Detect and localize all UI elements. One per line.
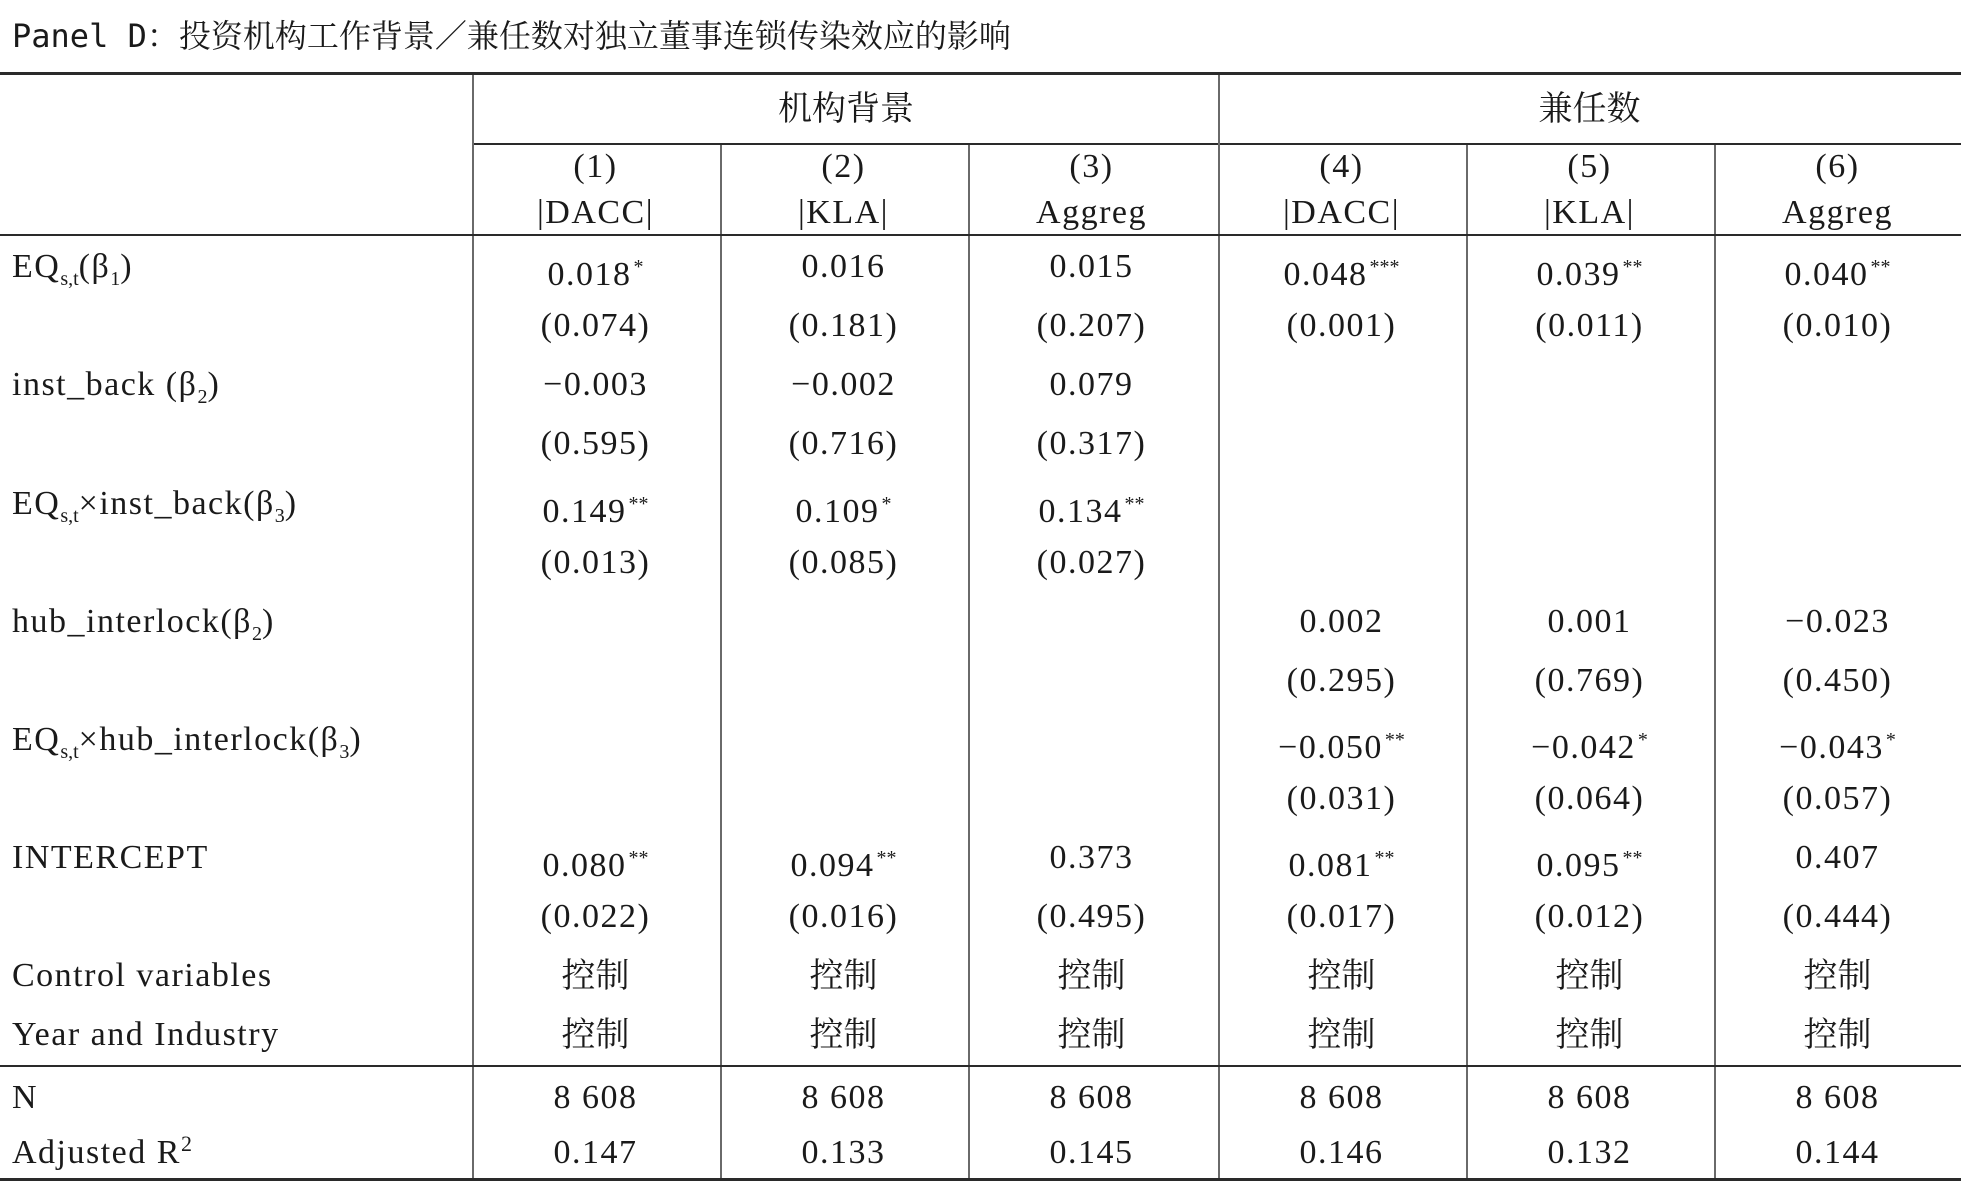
table-cell [1218, 1069, 1465, 1127]
table-cell [1218, 1124, 1465, 1182]
row-label-part: s,t [60, 505, 79, 527]
cell-value: 0.109 [795, 493, 880, 530]
cell-value: 8 608 [553, 1079, 638, 1116]
column-number: (5) [1567, 148, 1612, 185]
table-cell [472, 888, 719, 946]
table-cell [1714, 1069, 1961, 1127]
table-cell [1466, 947, 1713, 1005]
table-cell [968, 829, 1215, 887]
cell-value: 0.081 [1288, 847, 1373, 884]
cell-value: 8 608 [1547, 1079, 1632, 1116]
table-cell [1466, 1124, 1713, 1182]
row-label-part: s,t [60, 268, 79, 290]
significance-stars: ** [628, 847, 649, 869]
cell-value: (0.031) [1286, 780, 1397, 817]
table-cell [1466, 829, 1713, 887]
group-header-institution-background: 机构背景 [778, 89, 914, 129]
cell-value: 控制 [1057, 1015, 1126, 1055]
cell-value: 0.018 [547, 256, 632, 293]
table-cell [472, 1006, 719, 1064]
row-label-inst_back [12, 356, 472, 414]
row-label-part: EQ [12, 485, 61, 522]
column-dependent-variable: Aggreg [1036, 194, 1147, 231]
cell-value: 8 608 [1795, 1079, 1880, 1116]
table-cell [720, 297, 967, 355]
cell-value: (0.595) [540, 425, 651, 462]
row-label-part: EQ [12, 721, 61, 758]
table-cell [472, 711, 719, 769]
row-label-eq_hub [12, 711, 472, 769]
row-label-eq [12, 238, 472, 296]
cell-value: −0.023 [1785, 603, 1890, 640]
cell-value: (0.181) [788, 307, 899, 344]
cell-value: 0.132 [1547, 1134, 1632, 1171]
table-cell [1218, 888, 1465, 946]
table-cell [968, 297, 1215, 355]
row-label-part: 2 [180, 1131, 194, 1156]
table-cell [472, 593, 719, 651]
cell-value: −0.042 [1531, 729, 1636, 766]
table-cell [720, 770, 967, 828]
row-label-part: 3 [339, 741, 350, 763]
header-rule [0, 234, 1961, 236]
table-cell [1714, 888, 1961, 946]
table-cell [720, 238, 967, 296]
table-cell [1714, 356, 1961, 414]
significance-stars: ** [1622, 847, 1643, 869]
table-cell [1218, 415, 1465, 473]
table-cell [1714, 415, 1961, 473]
cell-value: 8 608 [1299, 1079, 1384, 1116]
table-cell [1218, 829, 1465, 887]
table-cell [1218, 652, 1465, 710]
cell-value: 0.048 [1283, 256, 1368, 293]
table-cell [1714, 652, 1961, 710]
table-cell [968, 415, 1215, 473]
table-cell [1218, 1006, 1465, 1064]
cell-value: (0.074) [540, 307, 651, 344]
cell-value: 8 608 [1049, 1079, 1134, 1116]
cell-value: 0.147 [553, 1134, 638, 1171]
cell-value: 0.001 [1547, 603, 1632, 640]
table-cell [720, 1124, 967, 1182]
cell-value: −0.050 [1278, 729, 1383, 766]
significance-stars: ** [1870, 256, 1891, 278]
table-cell [720, 415, 967, 473]
column-number: (1) [573, 148, 618, 185]
significance-stars: ** [628, 493, 649, 515]
row-label-r2 [12, 1124, 472, 1182]
significance-stars: *** [1369, 256, 1400, 278]
table-cell [968, 711, 1215, 769]
table-cell [1218, 770, 1465, 828]
table-cell [968, 947, 1215, 1005]
table-cell [1466, 475, 1713, 533]
table-cell [1466, 415, 1713, 473]
table-cell [968, 1124, 1215, 1182]
cell-value: 0.002 [1299, 603, 1384, 640]
table-cell [472, 1124, 719, 1182]
table-cell [968, 356, 1215, 414]
table-cell [1218, 947, 1465, 1005]
row-label-part: 2 [197, 386, 208, 408]
cell-value: 控制 [1803, 1015, 1872, 1055]
cell-value: 0.094 [790, 847, 875, 884]
table-cell [968, 770, 1215, 828]
row-label-eq_inst [12, 475, 472, 533]
table-cell [472, 829, 719, 887]
row-label-n: N [12, 1079, 39, 1116]
row-label-part: inst_back (β [12, 366, 198, 403]
row-label-part: hub_interlock(β [12, 603, 252, 640]
table-cell [720, 534, 967, 592]
column-number: (3) [1069, 148, 1114, 185]
table-cell [1714, 238, 1961, 296]
cell-value: (0.317) [1036, 425, 1147, 462]
cell-value: (0.295) [1286, 662, 1397, 699]
cell-value: (0.207) [1036, 307, 1147, 344]
table-cell [968, 1069, 1215, 1127]
table-cell [1714, 947, 1961, 1005]
cell-value: (0.022) [540, 898, 651, 935]
table-cell [472, 770, 719, 828]
cell-value: −0.043 [1779, 729, 1884, 766]
cell-value: 0.146 [1299, 1134, 1384, 1171]
cell-value: 控制 [809, 1015, 878, 1055]
table-cell [720, 1006, 967, 1064]
cell-value: 0.040 [1784, 256, 1869, 293]
cell-value: 控制 [1307, 956, 1376, 996]
cell-value: (0.016) [788, 898, 899, 935]
table-cell [1466, 711, 1713, 769]
cell-value: (0.013) [540, 544, 651, 581]
significance-stars: ** [1124, 493, 1145, 515]
row-label-year: Year and Industry [12, 1016, 280, 1053]
stats-rule [0, 1065, 1961, 1067]
table-cell [1714, 475, 1961, 533]
cell-value: 0.133 [801, 1134, 886, 1171]
column-dependent-variable: Aggreg [1782, 194, 1893, 231]
significance-stars: ** [1374, 847, 1395, 869]
significance-stars: * [881, 493, 892, 515]
table-cell [1466, 593, 1713, 651]
table-cell [720, 888, 967, 946]
cell-value: (0.716) [788, 425, 899, 462]
cell-value: −0.002 [791, 366, 896, 403]
table-cell [472, 356, 719, 414]
row-label-part: ) [349, 721, 363, 758]
cell-value: 0.134 [1038, 493, 1123, 530]
table-cell [1466, 1006, 1713, 1064]
cell-value: (0.027) [1036, 544, 1147, 581]
cell-value: (0.769) [1534, 662, 1645, 699]
table-cell [472, 1069, 719, 1127]
row-label-part: 2 [251, 623, 262, 645]
table-cell [1218, 711, 1465, 769]
significance-stars: * [1885, 729, 1896, 751]
table-cell [1714, 1124, 1961, 1182]
cell-value: 控制 [1803, 956, 1872, 996]
table-cell [1218, 534, 1465, 592]
table-cell [968, 238, 1215, 296]
row-label-part: ) [120, 248, 134, 285]
cell-value: (0.012) [1534, 898, 1645, 935]
significance-stars: ** [1384, 729, 1405, 751]
cell-value: 0.095 [1536, 847, 1621, 884]
table-cell [968, 888, 1215, 946]
cell-value: 控制 [1555, 956, 1624, 996]
row-label-part: ) [284, 485, 298, 522]
column-dependent-variable: |KLA| [1544, 194, 1635, 231]
table-cell [1218, 593, 1465, 651]
cell-value: (0.450) [1782, 662, 1893, 699]
cell-value: 控制 [1057, 956, 1126, 996]
table-cell [472, 652, 719, 710]
table-cell [968, 1006, 1215, 1064]
cell-value: 控制 [1555, 1015, 1624, 1055]
row-label-part: ) [207, 366, 221, 403]
table-cell [1466, 770, 1713, 828]
table-cell [472, 238, 719, 296]
cell-value: 0.079 [1049, 366, 1134, 403]
cell-value: 0.373 [1049, 839, 1134, 876]
table-cell [1466, 888, 1713, 946]
table-cell [720, 593, 967, 651]
row-label-part: ) [261, 603, 275, 640]
cell-value: (0.010) [1782, 307, 1893, 344]
table-cell [968, 593, 1215, 651]
row-label-hub [12, 593, 472, 651]
table-cell [968, 652, 1215, 710]
column-dependent-variable: |DACC| [536, 194, 655, 231]
cell-value: (0.001) [1286, 307, 1397, 344]
cell-value: (0.064) [1534, 780, 1645, 817]
panel-title: Panel D：投资机构工作背景／兼任数对独立董事连锁传染效应的影响 [12, 17, 1011, 55]
significance-stars: ** [876, 847, 897, 869]
cell-value: 0.149 [542, 493, 627, 530]
table-cell [1218, 238, 1465, 296]
table-cell [1466, 238, 1713, 296]
cell-value: (0.444) [1782, 898, 1893, 935]
table-cell [720, 652, 967, 710]
table-cell [1714, 770, 1961, 828]
cell-value: 0.080 [542, 847, 627, 884]
cell-value: (0.085) [788, 544, 899, 581]
table-cell [1714, 711, 1961, 769]
table-cell [1714, 297, 1961, 355]
cell-value: 0.039 [1536, 256, 1621, 293]
cell-value: 控制 [561, 956, 630, 996]
table-cell [1466, 534, 1713, 592]
significance-stars: * [633, 256, 644, 278]
table-cell [472, 297, 719, 355]
table-cell [720, 829, 967, 887]
cell-value: 0.144 [1795, 1134, 1880, 1171]
table-cell [720, 947, 967, 1005]
table-cell [1466, 1069, 1713, 1127]
cell-value: 0.407 [1795, 839, 1880, 876]
table-cell [472, 475, 719, 533]
cell-value: 8 608 [801, 1079, 886, 1116]
cell-value: −0.003 [543, 366, 648, 403]
table-cell [968, 475, 1215, 533]
cell-value: 0.145 [1049, 1134, 1134, 1171]
column-dependent-variable: |KLA| [798, 194, 889, 231]
cell-value: (0.057) [1782, 780, 1893, 817]
table-cell [1714, 1006, 1961, 1064]
row-label-part: s,t [60, 741, 79, 763]
table-cell [720, 356, 967, 414]
column-number: (4) [1319, 148, 1364, 185]
cell-value: (0.017) [1286, 898, 1397, 935]
cell-value: 0.016 [801, 248, 886, 285]
cell-value: 0.015 [1049, 248, 1134, 285]
row-label-intercept: INTERCEPT [12, 839, 209, 876]
table-cell [1218, 356, 1465, 414]
table-cell [1714, 829, 1961, 887]
row-label-controls: Control variables [12, 957, 273, 994]
table-cell [472, 947, 719, 1005]
row-label-part: Adjusted R [12, 1134, 181, 1171]
cell-value: 控制 [561, 1015, 630, 1055]
column-dependent-variable: |DACC| [1282, 194, 1401, 231]
table-cell [1466, 297, 1713, 355]
cell-value: (0.011) [1535, 307, 1644, 344]
table-cell [1218, 475, 1465, 533]
table-cell [1466, 652, 1713, 710]
table-cell [472, 534, 719, 592]
column-number: (6) [1815, 148, 1860, 185]
row-label-part: (β [78, 248, 111, 285]
table-cell [1714, 534, 1961, 592]
row-label-part: ×hub_interlock(β [78, 721, 340, 758]
row-label-part: EQ [12, 248, 61, 285]
cell-value: 控制 [1307, 1015, 1376, 1055]
table-cell [1218, 297, 1465, 355]
significance-stars: * [1637, 729, 1648, 751]
group-header-concurrent-positions: 兼任数 [1538, 89, 1641, 129]
table-cell [1714, 593, 1961, 651]
table-cell [720, 711, 967, 769]
row-label-part: 3 [274, 505, 285, 527]
table-cell [968, 534, 1215, 592]
column-number: (2) [821, 148, 866, 185]
table-cell [1466, 356, 1713, 414]
row-label-part: 1 [110, 268, 121, 290]
row-label-part: ×inst_back(β [78, 485, 275, 522]
cell-value: (0.495) [1036, 898, 1147, 935]
table-cell [720, 475, 967, 533]
cell-value: 控制 [809, 956, 878, 996]
table-cell [472, 415, 719, 473]
table-cell [720, 1069, 967, 1127]
significance-stars: ** [1622, 256, 1643, 278]
